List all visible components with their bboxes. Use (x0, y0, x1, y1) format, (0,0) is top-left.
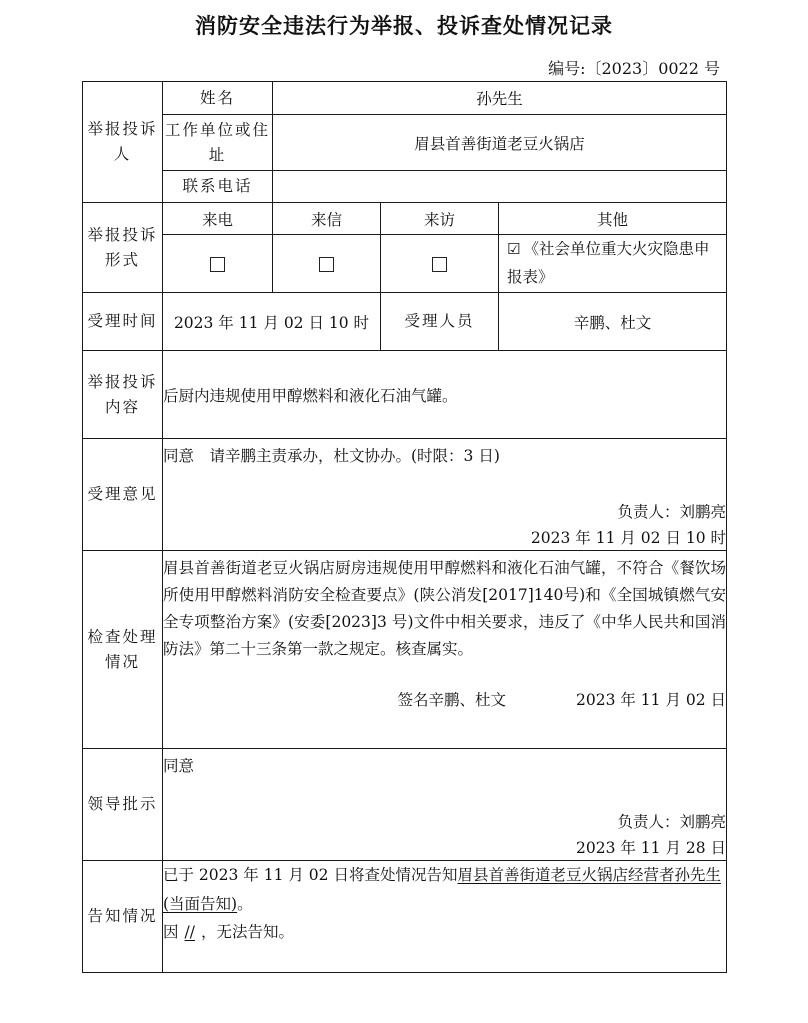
notice-content (163, 861, 727, 973)
option-visit-cell (381, 235, 499, 293)
option-phone-cell (163, 235, 273, 293)
document-title: 消防安全违法行为举报、投诉查处情况记录 (195, 14, 613, 38)
accept-person-label: 受理人员 (381, 293, 499, 351)
reporter-section-label: 举报投诉人 (83, 82, 163, 203)
option-letter-checkbox[interactable] (319, 257, 334, 272)
option-other-detail: 《社会单位重大火灾隐患申报表》 (507, 240, 710, 286)
opinion-signer: 负责人：刘鹏亮 (617, 503, 727, 521)
notice-target: 眉县首善街道老豆火锅店经营者孙先生(当面告知) (163, 866, 721, 913)
name-value: 孙先生 (273, 82, 727, 115)
inspection-signature: 签名辛鹏、杜文 (397, 690, 506, 709)
workplace-value: 眉县首善街道老豆火锅店 (273, 115, 727, 171)
leader-signer: 负责人：刘鹏亮 (617, 813, 727, 831)
inspection-sign-line (163, 688, 726, 710)
option-visit-label: 来访 (381, 203, 499, 235)
form-section-label: 举报投诉形式 (83, 203, 163, 293)
notice-line: 已于 2023 年 11 月 02 日将查处情况告知眉县首善街道老豆火锅店经营者孙先生(当面告知)。 (163, 866, 721, 913)
inspection-date: 2023 年 11 月 02 日 (576, 690, 727, 709)
accept-time-label: 受理时间 (83, 293, 163, 351)
inspection-text: 眉县首善街道老豆火锅店厨房违规使用甲醇燃料和液化石油气罐，不符合《餐饮场所使用甲醇燃料消防安全检查要点》(陕公消发[2017]140号)和《全国城镇燃气安全专项整治方案》(安委[2023]3 号)文件中相关要求，违反了《中华人民共和国消防法》第二十三条第一款之规定。核查属实。 (163, 559, 727, 659)
name-label: 姓名 (163, 82, 273, 115)
option-other-cell (499, 235, 727, 293)
opinion-text: 同意 请辛鹏主责承办，杜文协办。(时限：3 日) (163, 447, 500, 465)
document-number: 编号:〔2023〕0022 号 (548, 59, 720, 78)
notice-reason-line: 因 // ，无法告知。 (163, 923, 294, 942)
inspection-content (163, 551, 727, 749)
record-form-table (82, 81, 727, 973)
notice-reason-value: // (184, 923, 195, 942)
accept-time-value: 2023 年 11 月 02 日 10 时 (163, 293, 381, 351)
phone-label: 联系电话 (163, 171, 273, 203)
workplace-label: 工作单位或住址 (163, 115, 273, 171)
opinion-label: 受理意见 (83, 439, 163, 551)
phone-value (273, 171, 727, 203)
checked-box-icon[interactable]: ☑ (507, 240, 521, 259)
accept-person-value: 辛鹏、杜文 (499, 293, 727, 351)
leader-content (163, 749, 727, 861)
complaint-label: 举报投诉内容 (83, 351, 163, 439)
leader-date: 2023 年 11 月 28 日 (576, 839, 727, 857)
option-phone-checkbox[interactable] (210, 257, 225, 272)
complaint-content: 后厨内违规使用甲醇燃料和液化石油气罐。 (163, 351, 727, 439)
option-letter-cell (273, 235, 381, 293)
opinion-date: 2023 年 11 月 02 日 10 时 (530, 529, 727, 547)
option-visit-checkbox[interactable] (432, 257, 447, 272)
inspection-label: 检查处理情况 (83, 551, 163, 749)
leader-text: 同意 (163, 757, 195, 775)
opinion-content (163, 439, 727, 551)
option-letter-label: 来信 (273, 203, 381, 235)
notice-label: 告知情况 (83, 861, 163, 973)
option-other-label: 其他 (499, 203, 727, 235)
option-phone-label: 来电 (163, 203, 273, 235)
leader-label: 领导批示 (83, 749, 163, 861)
